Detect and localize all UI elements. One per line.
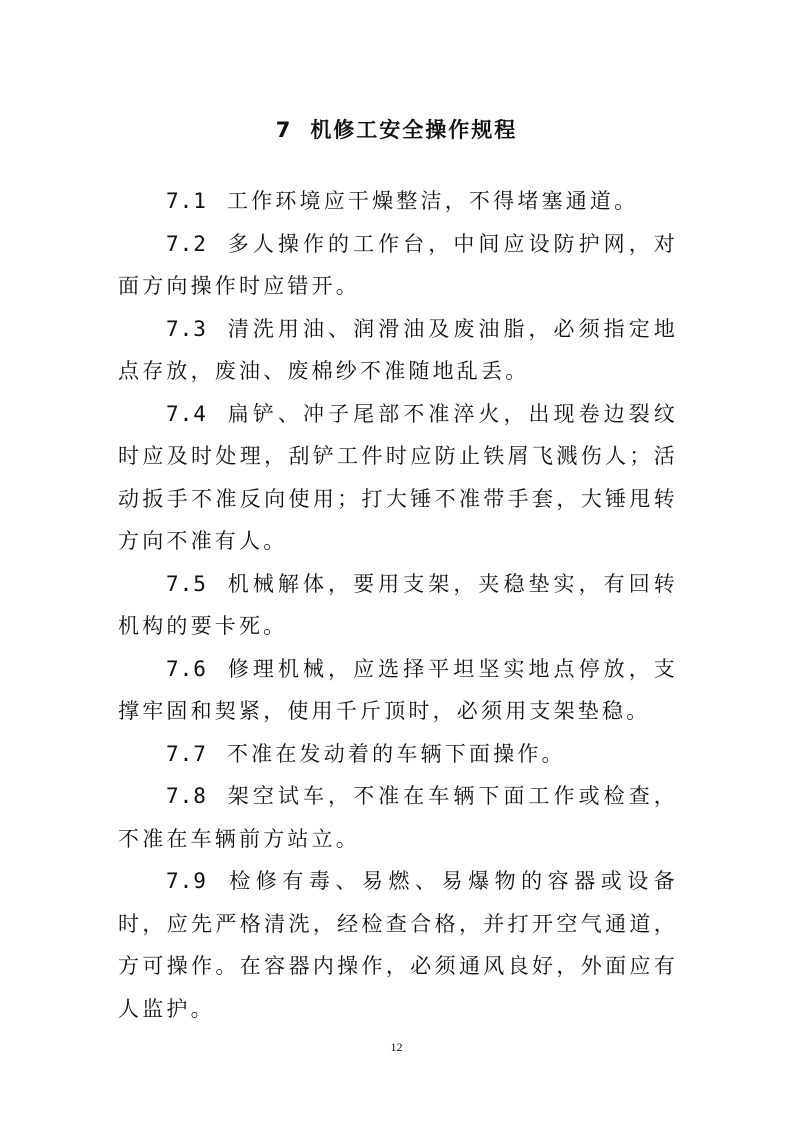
clause-7-2 <box>118 223 678 308</box>
clause-number: 7.1 <box>166 189 207 213</box>
clause-7-5 <box>118 563 678 648</box>
clause-number: 7.8 <box>166 784 207 808</box>
clause-text: 架空试车，不准在车辆下面工作或检查，不准在车辆前方站立。 <box>118 784 678 851</box>
clause-7-6 <box>118 648 678 733</box>
clause-7-7 <box>118 733 678 776</box>
clause-text: 检修有毒、易燃、易爆物的容器或设备时，应先严格清洗，经检查合格，并打开空气通道，方可操作。在容器内操作，必须通风良好，外面应有人监护。 <box>118 869 678 1021</box>
clause-list <box>118 180 678 1030</box>
clause-number: 7.5 <box>166 571 207 596</box>
clause-7-1 <box>118 180 678 223</box>
clause-7-9 <box>118 860 678 1030</box>
clause-text: 扁铲、冲子尾部不准淬火，出现卷边裂纹时应及时处理，刮铲工件时应防止铁屑飞溅伤人；活动扳手不准反向使用；打大锤不准带手套，大锤甩转方向不准有人。 <box>118 401 678 553</box>
clause-text: 清洗用油、润滑油及废油脂，必须指定地点存放，废油、废棉纱不准随地乱丢。 <box>118 316 678 383</box>
clause-7-4 <box>118 393 678 563</box>
clause-text: 机械解体，要用支架，夹稳垫实，有回转机构的要卡死。 <box>118 571 678 638</box>
clause-number: 7.6 <box>166 656 207 681</box>
clause-number: 7.4 <box>166 401 207 426</box>
clause-text: 多人操作的工作台，中间应设防护网，对面方向操作时应错开。 <box>118 231 678 298</box>
clause-text: 工作环境应干燥整洁，不得堵塞通道。 <box>226 189 639 213</box>
clause-text: 修理机械，应选择平坦坚实地点停放，支撑牢固和契紧，使用千斤顶时，必须用支架垫稳。 <box>118 656 678 723</box>
clause-7-8 <box>118 775 678 860</box>
clause-number: 7.3 <box>166 316 207 341</box>
clause-text: 不准在发动着的车辆下面操作。 <box>226 741 566 766</box>
page-title <box>0 112 793 148</box>
clause-number: 7.9 <box>166 869 207 893</box>
page-number: 12 <box>390 1040 403 1054</box>
clause-7-3 <box>118 308 678 393</box>
clause-number: 7.7 <box>166 741 207 766</box>
clause-number: 7.2 <box>166 231 207 256</box>
chapter-number: 7 <box>275 118 293 143</box>
chapter-title: 机修工安全操作规程 <box>310 118 518 143</box>
